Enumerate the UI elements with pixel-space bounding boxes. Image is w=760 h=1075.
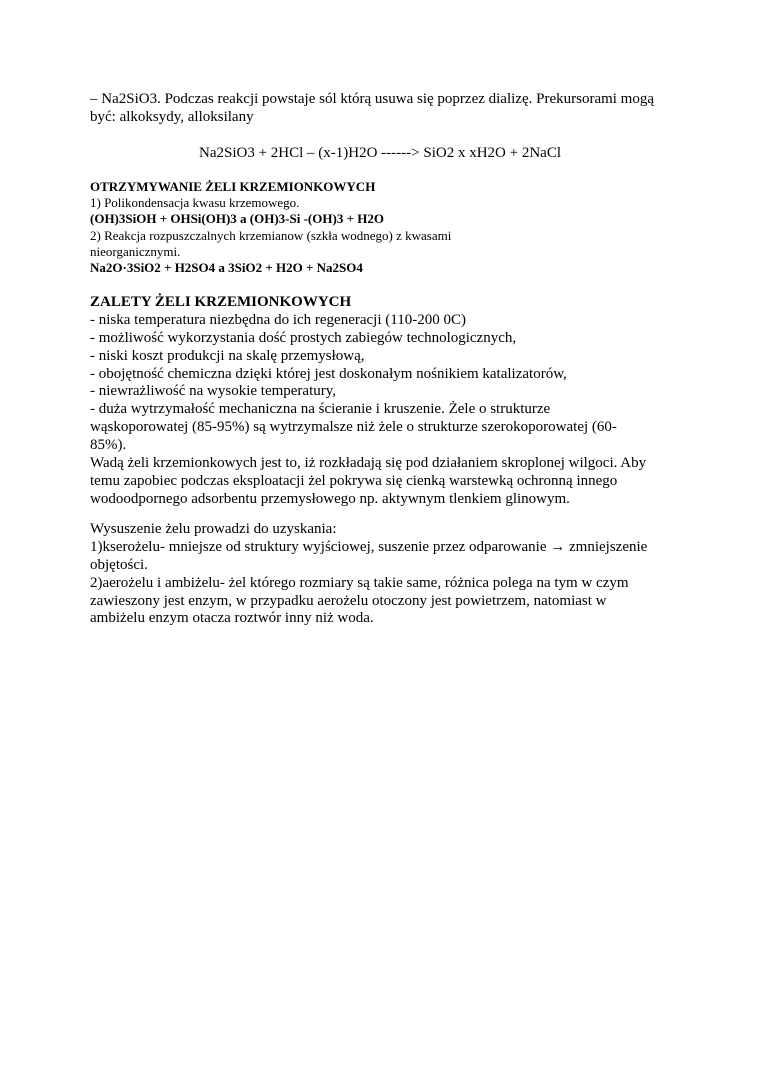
zalety-line: wąskoporowatej (85-95%) są wytrzymalsze niż żele o strukturze szerokoporowatej (60- [90,419,617,435]
zalety-line: Wadą żeli krzemionkowych jest to, iż rozkładają się pod działaniem skroplonej wilgoci. Aby [90,455,647,471]
wysuszenie-line: 1)kserożelu- mniejsze od struktury wyjściowej, suszenie przez odparowanie → zmniejszenie [90,539,648,555]
zalety-line: - niewrażliwość na wysokie temperatury, [90,383,337,399]
otrzymywanie-heading: OTRZYMYWANIE ŻELI KRZEMIONKOWYCH [90,179,376,194]
zalety-line: - duża wytrzymałość mechaniczna na ścieranie i kruszenie. Żele o strukturze [90,401,551,417]
wysuszenie-line: objętości. [90,557,148,573]
intro-equation: Na2SiO3 + 2HCl – (x-1)H2O ------> SiO2 x xH2O + 2NaCl [198,145,561,161]
otrzymywanie-item-1: 1) Polikondensacja kwasu krzemowego. [90,195,300,210]
otrzymywanie-item-2-line-2: nieorganicznymi. [90,244,181,259]
zalety-line: - możliwość wykorzystania dość prostych zabiegów technologicznych, [90,330,517,346]
wysuszenie-line: Wysuszenie żelu prowadzi do uzyskania: [90,521,337,537]
otrzymywanie-item-2-line-1: 2) Reakcja rozpuszczalnych krzemianow (szkła wodnego) z kwasami [90,228,452,243]
wysuszenie-line: 2)aerożelu i ambiżelu- żel którego rozmiary są takie same, różnica polega na tym w czym [90,575,629,591]
zalety-line: - obojętność chemiczna dzięki której jest doskonałym nośnikiem katalizatorów, [90,366,567,382]
otrzymywanie-reaction-1: (OH)3SiOH + OHSi(OH)3 a (OH)3-Si -(OH)3 + H2O [90,211,384,226]
wysuszenie-line: zawieszony jest enzym, w przypadku aerożelu otoczony jest powietrzem, natomiast w [90,593,607,609]
wysuszenie-line: ambiżelu enzym otacza roztwór inny niż woda. [90,610,374,626]
intro-line-1: – Na2SiO3. Podczas reakcji powstaje sól którą usuwa się poprzez dializę. Prekursorami mogą [90,91,655,107]
zalety-line: - niska temperatura niezbędna do ich regeneracji (110-200 0C) [90,312,466,328]
zalety-line: temu zapobiec podczas eksploatacji żel pokrywa się cienką warstewką ochronną innego [90,473,618,489]
zalety-line: - niski koszt produkcji na skalę przemysłową, [90,348,365,364]
otrzymywanie-reaction-2: Na2O·3SiO2 + H2SO4 a 3SiO2 + H2O + Na2SO4 [90,260,363,275]
intro-line-2: być: alkoksydy, alloksilany [90,109,254,125]
zalety-line: wodoodpornego adsorbentu przemysłowego np. aktywnym tlenkiem glinowym. [90,491,570,507]
zalety-line: 85%). [90,437,127,453]
zalety-heading: ZALETY ŻELI KRZEMIONKOWYCH [90,294,352,310]
